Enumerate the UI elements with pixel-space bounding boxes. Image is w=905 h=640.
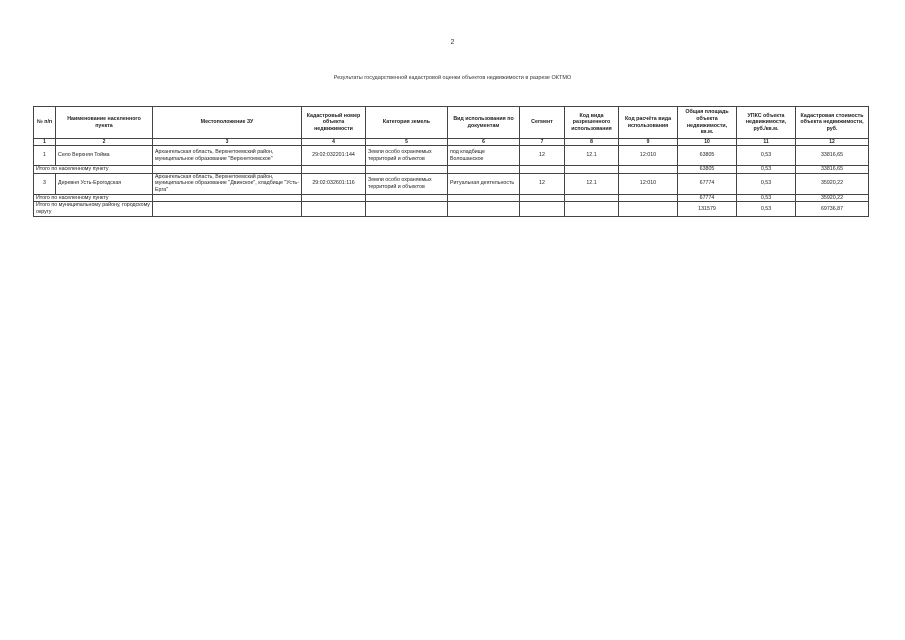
- row-code-permitted: 12.1: [565, 146, 619, 166]
- row-category: Земли особо охраняемых территорий и объектов: [366, 146, 448, 166]
- col-header-segment: Сегмент: [520, 107, 565, 139]
- col-number: 11: [737, 139, 796, 146]
- subtotal-area: 67774: [678, 194, 737, 202]
- col-header-code-calc: Код расчёта вида использования: [619, 107, 678, 139]
- total-area: 131579: [678, 202, 737, 216]
- row-segment: 12: [520, 146, 565, 166]
- total-row: [34, 202, 869, 216]
- subtotal-upks: 0,53: [737, 194, 796, 202]
- total-upks: 0,53: [737, 202, 796, 216]
- col-number: 1: [34, 139, 56, 146]
- row-cost: 35920,22: [796, 173, 869, 194]
- col-header-cost: Кадастровая стоимость объекта недвижимости, руб.: [796, 107, 869, 139]
- page-number: 2: [450, 39, 455, 46]
- subtotal-label: Итого по населенному пункту: [34, 166, 153, 174]
- row-num: 3: [34, 173, 56, 194]
- col-header-category: Категория земель: [366, 107, 448, 139]
- col-header-num: № п/п: [34, 107, 56, 139]
- col-number: 6: [448, 139, 520, 146]
- row-segment: 12: [520, 173, 565, 194]
- col-number: 10: [678, 139, 737, 146]
- row-upks: 0,53: [737, 146, 796, 166]
- column-number-row: [34, 139, 869, 146]
- table-row: [34, 146, 869, 166]
- col-header-area: Общая площадь объекта недвижимости, кв.м.: [678, 107, 737, 139]
- col-number: 8: [565, 139, 619, 146]
- col-header-code-permitted: Код вида разрешенного использования: [565, 107, 619, 139]
- row-usage: под кладбище Волошанское: [448, 146, 520, 166]
- subtotal-label: Итого по населенному пункту: [34, 194, 153, 202]
- total-label: Итого по муниципальному району, городскому округу: [34, 202, 153, 216]
- row-upks: 0,53: [737, 173, 796, 194]
- row-code-calc: 12:010: [619, 173, 678, 194]
- subtotal-row: [34, 194, 869, 202]
- col-header-location: Местоположение ЗУ: [153, 107, 302, 139]
- header-row: [34, 107, 869, 139]
- col-header-upks: УПКС объекта недвижимости, руб./кв.м.: [737, 107, 796, 139]
- subtotal-cost: 33816,65: [796, 166, 869, 174]
- row-settlement: Село Верхняя Тойма: [56, 146, 153, 166]
- row-cost: 33816,65: [796, 146, 869, 166]
- col-number: 2: [56, 139, 153, 146]
- row-category: Земли особо охраняемых территорий и объектов: [366, 173, 448, 194]
- subtotal-upks: 0,53: [737, 166, 796, 174]
- row-usage: Ритуальная деятельность: [448, 173, 520, 194]
- table-row: [34, 173, 869, 194]
- col-number: 5: [366, 139, 448, 146]
- subtotal-row: [34, 166, 869, 174]
- row-code-permitted: 12.1: [565, 173, 619, 194]
- row-area: 67774: [678, 173, 737, 194]
- row-settlement: Деревня Усть-Ерогодская: [56, 173, 153, 194]
- col-header-settlement: Наименование населенного пункта: [56, 107, 153, 139]
- row-area: 63805: [678, 146, 737, 166]
- subtotal-cost: 35920,22: [796, 194, 869, 202]
- document-title: Результаты государственной кадастровой оценки объектов недвижимости в разрезе ОКТМО: [333, 75, 572, 81]
- col-number: 3: [153, 139, 302, 146]
- valuation-table: [33, 106, 869, 217]
- col-number: 7: [520, 139, 565, 146]
- subtotal-area: 63805: [678, 166, 737, 174]
- col-header-usage: Вид использования по документам: [448, 107, 520, 139]
- col-number: 12: [796, 139, 869, 146]
- row-location: Архангельская область, Верхнетоемский район, муниципальное образование "Двинское", кладбище "Усть-Ерга": [153, 173, 302, 194]
- row-cadastral: 29:02:032201:144: [302, 146, 366, 166]
- col-number: 9: [619, 139, 678, 146]
- col-number: 4: [302, 139, 366, 146]
- row-code-calc: 12:010: [619, 146, 678, 166]
- row-num: 1: [34, 146, 56, 166]
- total-cost: 69736,87: [796, 202, 869, 216]
- col-header-cadastral: Кадастровый номер объекта недвижимости: [302, 107, 366, 139]
- row-cadastral: 29:02:032601:116: [302, 173, 366, 194]
- row-location: Архангельская область, Верхнетоемский район, муниципальное образование "Верхнетоемское": [153, 146, 302, 166]
